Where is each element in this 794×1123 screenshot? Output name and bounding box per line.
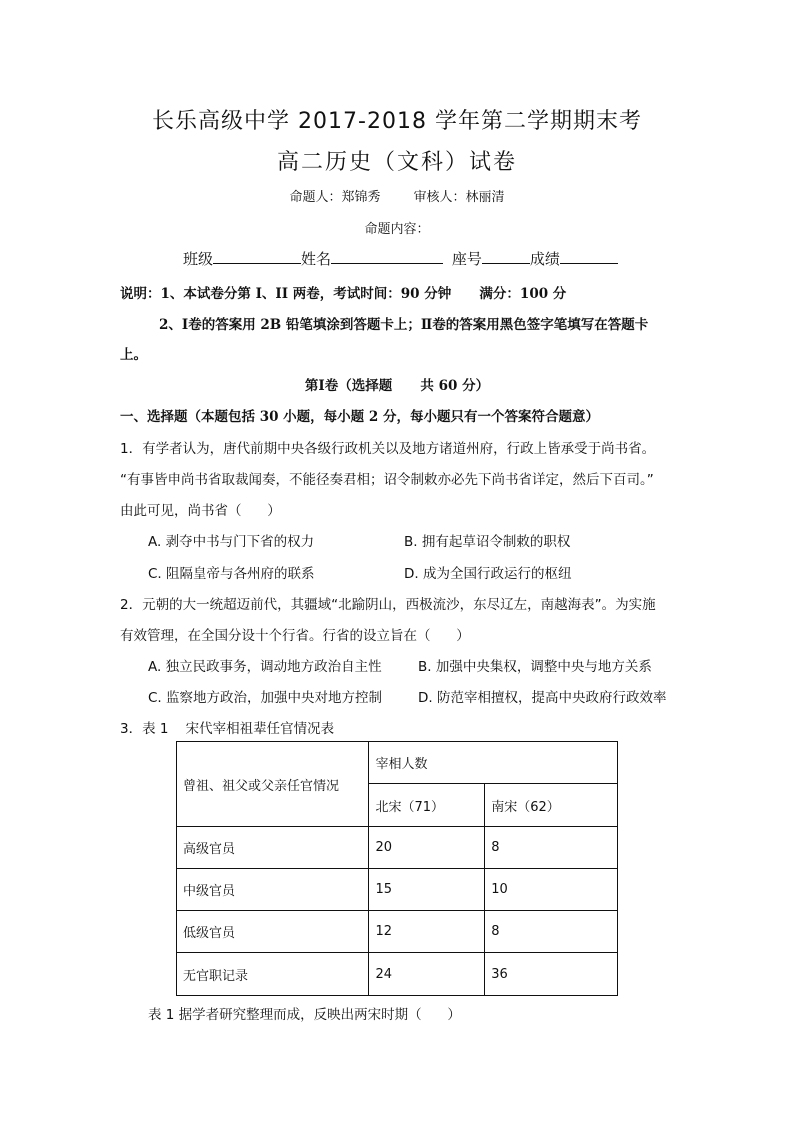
question-1-line-2: “有事皆申尚书省取裁闻奏，不能径奏君相；诏令制敕亦必先下尚书省详定，然后下百司。” bbox=[120, 472, 654, 488]
table-cell: 20 bbox=[369, 827, 485, 869]
seat-label: 座号 bbox=[451, 250, 482, 268]
table-cell: 36 bbox=[485, 953, 618, 996]
question-3-line-1: 3．表 1 宋代宰相祖辈任官情况表 bbox=[120, 721, 335, 737]
exam-subtitle: 高二历史（文科）试卷 bbox=[276, 150, 517, 175]
instructions-line-1: 说明：1、本试卷分第 I、II 两卷，考试时间：90 分钟 满分：100 分 bbox=[120, 286, 567, 302]
question-1-line-3: 由此可见，尚书省（ ） bbox=[120, 503, 281, 519]
officials-table bbox=[176, 741, 618, 996]
content-line: 命题内容： bbox=[364, 222, 430, 237]
exam-title: 长乐高级中学 2017-2018 学年第二学期期末考 bbox=[152, 109, 642, 134]
part-title: 一、选择题（本题包括 30 小题，每小题 2 分，每小题只有一个答案符合题意） bbox=[120, 409, 599, 425]
class-label: 班级 bbox=[183, 250, 214, 268]
table-row-header: 曾祖、祖父或父亲任官情况 bbox=[177, 742, 369, 827]
table-row bbox=[177, 827, 618, 869]
seat-blank[interactable] bbox=[482, 247, 530, 264]
table-cell: 15 bbox=[369, 869, 485, 911]
table-cell: 8 bbox=[485, 827, 618, 869]
question-2-option-b: B. 加强中央集权，调整中央与地方关系 bbox=[418, 659, 652, 675]
table-cell: 10 bbox=[485, 869, 618, 911]
question-1-option-c: C. 阻隔皇帝与各州府的联系 bbox=[148, 566, 315, 582]
table-row-label: 低级官员 bbox=[177, 911, 369, 953]
question-1-option-b: B. 拥有起草诏令制敕的职权 bbox=[404, 534, 571, 550]
question-2-line-2: 有效管理，在全国分设十个行省。行省的设立旨在（ ） bbox=[120, 628, 470, 644]
name-label: 姓名 bbox=[301, 250, 332, 268]
instructions-line-2b: 上。 bbox=[120, 347, 147, 363]
score-label: 成绩 bbox=[529, 250, 560, 268]
table-cell: 24 bbox=[369, 953, 485, 996]
question-2-option-c: C. 监察地方政治，加强中央对地方控制 bbox=[148, 690, 383, 706]
class-blank[interactable] bbox=[213, 247, 301, 264]
name-blank[interactable] bbox=[331, 247, 443, 264]
table-row bbox=[177, 953, 618, 996]
question-2-option-a: A. 独立民政事务，调动地方政治自主性 bbox=[148, 659, 382, 675]
section-heading: 第Ⅰ卷（选择题 共 60 分） bbox=[304, 378, 490, 394]
table-column-header: 北宋（71） bbox=[369, 784, 485, 827]
table-row bbox=[177, 911, 618, 953]
table-row-label: 中级官员 bbox=[177, 869, 369, 911]
question-2-option-d: D. 防范宰相擅权，提高中央政府行政效率 bbox=[418, 690, 667, 706]
table-cell: 8 bbox=[485, 911, 618, 953]
table-row bbox=[177, 869, 618, 911]
question-1-line-1: 1．有学者认为，唐代前期中央各级行政机关以及地方诸道州府，行政上皆承受于尚书省。 bbox=[120, 441, 656, 457]
question-1-option-a: A. 剥夺中书与门下省的权力 bbox=[148, 534, 315, 550]
score-blank[interactable] bbox=[560, 247, 618, 264]
table-group-header: 宰相人数 bbox=[369, 742, 618, 784]
author-line: 命题人：郑锦秀 审核人：林丽清 bbox=[289, 190, 505, 205]
table-row-label: 高级官员 bbox=[177, 827, 369, 869]
question-3-stem: 表 1 据学者研究整理而成，反映出两宋时期（ ） bbox=[148, 1007, 461, 1023]
student-info-line bbox=[183, 247, 618, 269]
table-row-label: 无官职记录 bbox=[177, 953, 369, 996]
question-2-line-1: 2．元朝的大一统超迈前代，其疆域“北踰阴山，西极流沙，东尽辽左，南越海表”。为实施 bbox=[120, 597, 656, 613]
instructions-line-2: 2、Ⅰ卷的答案用 2B 铅笔填涂到答题卡上；Ⅱ卷的答案用黑色签字笔填写在答题卡 bbox=[159, 317, 649, 333]
question-1-option-d: D. 成为全国行政运行的枢纽 bbox=[404, 566, 572, 582]
table-column-header: 南宋（62） bbox=[485, 784, 618, 827]
table-cell: 12 bbox=[369, 911, 485, 953]
